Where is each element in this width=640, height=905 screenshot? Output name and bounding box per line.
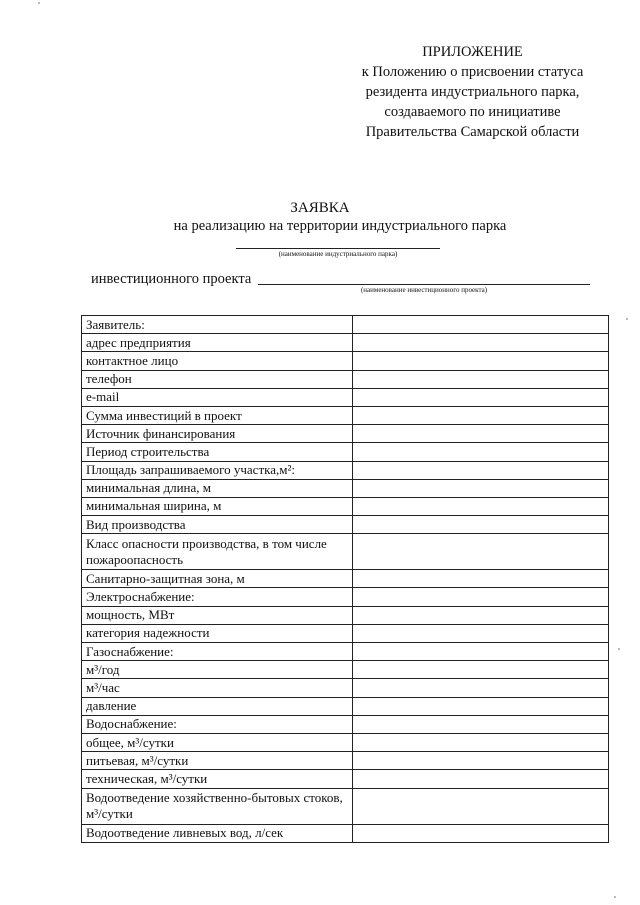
row-label: общее, м³/сутки: [82, 733, 353, 751]
scan-speck: [626, 318, 628, 320]
table-row: [82, 497, 609, 515]
park-name-field[interactable]: [236, 248, 440, 249]
row-value-cell[interactable]: [353, 679, 609, 697]
row-value-cell[interactable]: [353, 606, 609, 624]
row-label: Электроснабжение:: [82, 588, 353, 606]
row-label: контактное лицо: [82, 352, 353, 370]
row-value-cell[interactable]: [353, 334, 609, 352]
table-row: [82, 697, 609, 715]
row-label: Вид производства: [82, 516, 353, 534]
table-row: [82, 770, 609, 788]
row-label: Класс опасности производства, в том числе пожароопасность: [82, 534, 353, 570]
row-value-cell[interactable]: [353, 752, 609, 770]
appendix-line: резидента индустриального парка,: [365, 84, 580, 100]
appendix-line: Правительства Самарской области: [365, 124, 580, 140]
row-label: давление: [82, 697, 353, 715]
row-value-cell[interactable]: [353, 534, 609, 570]
table-row: [82, 425, 609, 443]
application-table: [81, 315, 609, 843]
row-label: категория надежности: [82, 624, 353, 642]
row-value-cell[interactable]: [353, 497, 609, 515]
table-row: [82, 679, 609, 697]
appendix-line: к Положению о присвоении статуса: [361, 64, 584, 80]
scan-speck: [38, 2, 40, 4]
table-row: [82, 352, 609, 370]
document-subtitle: на реализацию на территории индустриального парка: [173, 218, 507, 234]
table-row: [82, 733, 609, 751]
row-label: м³/год: [82, 661, 353, 679]
row-value-cell[interactable]: [353, 824, 609, 842]
row-value-cell[interactable]: [353, 570, 609, 588]
table-row: [82, 588, 609, 606]
table-row: [82, 606, 609, 624]
table-row: [82, 570, 609, 588]
row-value-cell[interactable]: [353, 770, 609, 788]
row-label: м³/час: [82, 679, 353, 697]
table-row: [82, 370, 609, 388]
row-value-cell[interactable]: [353, 352, 609, 370]
row-label: минимальная ширина, м: [82, 497, 353, 515]
table-row: [82, 479, 609, 497]
row-label: e-mail: [82, 388, 353, 406]
row-value-cell[interactable]: [353, 370, 609, 388]
appendix-block: [345, 42, 600, 142]
table-row: [82, 388, 609, 406]
row-label: Сумма инвестиций в проект: [82, 406, 353, 424]
project-label: инвестиционного проекта: [91, 271, 252, 287]
table-row: [82, 824, 609, 842]
row-label: мощность, МВт: [82, 606, 353, 624]
row-label: Источник финансирования: [82, 425, 353, 443]
row-label: техническая, м³/сутки: [82, 770, 353, 788]
row-label: адрес предприятия: [82, 334, 353, 352]
row-label: Период строительства: [82, 443, 353, 461]
table-row: [82, 334, 609, 352]
row-value-cell[interactable]: [353, 715, 609, 733]
row-label: питьевая, м³/сутки: [82, 752, 353, 770]
row-label: минимальная длина, м: [82, 479, 353, 497]
row-value-cell[interactable]: [353, 461, 609, 479]
document-title: ЗАЯВКА: [290, 200, 350, 216]
park-name-caption: (наименование индустриального парка): [278, 250, 398, 258]
row-value-cell[interactable]: [353, 516, 609, 534]
table-row: [82, 443, 609, 461]
row-value-cell[interactable]: [353, 479, 609, 497]
table-row: [82, 316, 609, 334]
table-row: [82, 788, 609, 824]
scan-speck: [614, 896, 616, 898]
table-row: [82, 643, 609, 661]
appendix-title: ПРИЛОЖЕНИЕ: [422, 44, 523, 60]
table-row: [82, 406, 609, 424]
row-value-cell[interactable]: [353, 388, 609, 406]
row-label: телефон: [82, 370, 353, 388]
table-row: [82, 752, 609, 770]
row-value-cell[interactable]: [353, 443, 609, 461]
table-row: [82, 461, 609, 479]
row-label: Санитарно-защитная зона, м: [82, 570, 353, 588]
appendix-line: создаваемого по инициативе: [384, 104, 561, 120]
row-label: Заявитель:: [82, 316, 353, 334]
row-value-cell[interactable]: [353, 788, 609, 824]
row-label: Водоснабжение:: [82, 715, 353, 733]
row-value-cell[interactable]: [353, 588, 609, 606]
table-row: [82, 661, 609, 679]
row-label: Газоснабжение:: [82, 643, 353, 661]
row-value-cell[interactable]: [353, 661, 609, 679]
row-value-cell[interactable]: [353, 425, 609, 443]
row-label: Водоотведение хозяйственно-бытовых стоков, м³/сутки: [82, 788, 353, 824]
row-value-cell[interactable]: [353, 643, 609, 661]
row-label: Водоотведение ливневых вод, л/сек: [82, 824, 353, 842]
table-row: [82, 715, 609, 733]
table-row: [82, 624, 609, 642]
project-name-field[interactable]: [258, 284, 590, 285]
row-value-cell[interactable]: [353, 406, 609, 424]
project-name-caption: (наименование инвестиционного проекта): [360, 286, 488, 294]
row-value-cell[interactable]: [353, 697, 609, 715]
row-value-cell[interactable]: [353, 733, 609, 751]
table-row: [82, 516, 609, 534]
row-value-cell[interactable]: [353, 316, 609, 334]
table-row: [82, 534, 609, 570]
row-value-cell[interactable]: [353, 624, 609, 642]
row-label: Площадь запрашиваемого участка,м²:: [82, 461, 353, 479]
scan-speck: [618, 648, 620, 650]
